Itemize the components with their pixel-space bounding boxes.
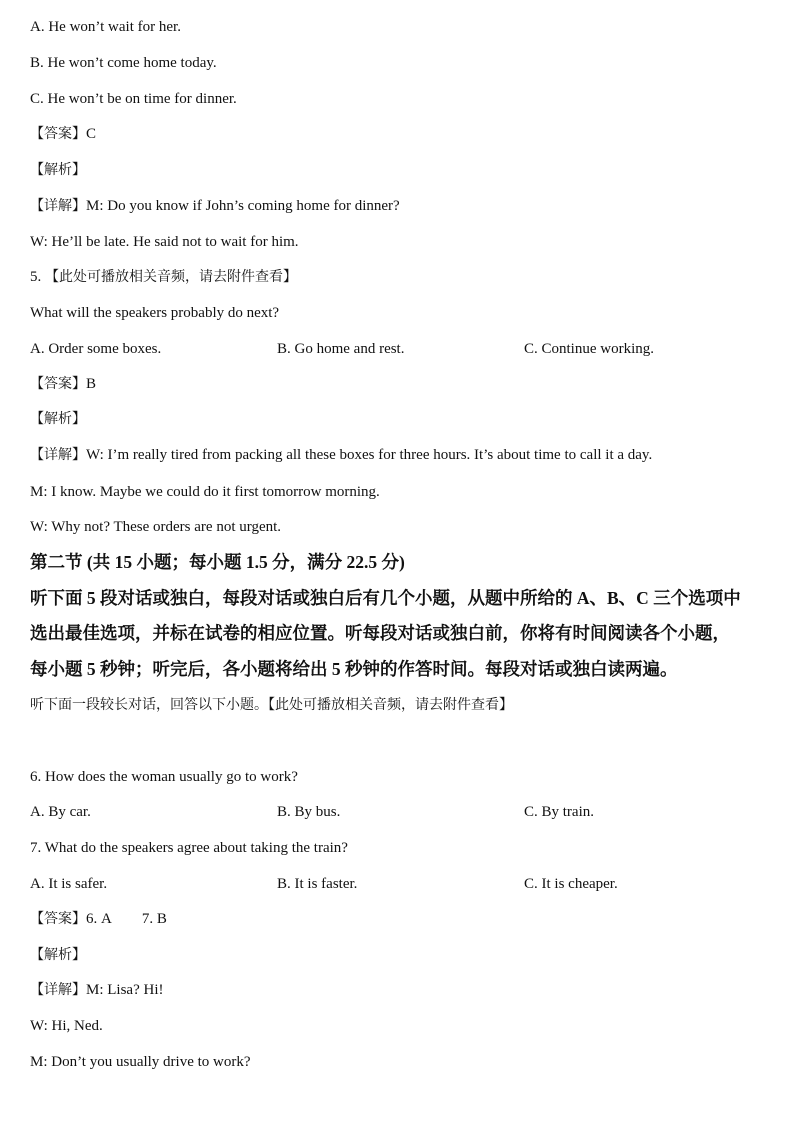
q4-option-b: B. He won’t come home today. — [30, 55, 217, 71]
q4-detail-line-2: W: He’ll be late. He said not to wait for him. — [30, 234, 299, 250]
q67-detail-line — [30, 980, 163, 1000]
q4-detail-line — [30, 196, 400, 216]
q5-question: What will the speakers probably do next? — [30, 305, 280, 321]
q7-option-a: A. It is safer. — [30, 876, 108, 892]
section-instruction-1: 听下面 5 段对话或独白，每段对话或独白后有几个小题，从题中所给的 A、B、C 三个选项中 — [30, 588, 741, 608]
answer-6: 6. A — [86, 911, 112, 927]
q5-answer — [30, 374, 96, 394]
q6-option-c: C. By train. — [524, 804, 594, 820]
answer-label: 【答案】 — [30, 376, 86, 392]
detail-label: 【详解】 — [30, 982, 86, 998]
q5-detail-line-2: M: I know. Maybe we could do it first tomorrow morning. — [30, 484, 380, 500]
q5-option-c: C. Continue working. — [524, 341, 654, 357]
q7-option-b: B. It is faster. — [277, 876, 358, 892]
detail-text: W: I’m really tired from packing all these boxes for three hours. It’s about time to call it a day. — [86, 447, 653, 463]
q5-detail-line — [30, 445, 652, 465]
q6-option-a: A. By car. — [30, 804, 91, 820]
q67-answer — [30, 909, 167, 929]
q7-question: 7. What do the speakers agree about taking the train? — [30, 840, 348, 856]
q5-detail-line-3: W: Why not? These orders are not urgent. — [30, 519, 282, 535]
answer-value: C — [86, 126, 97, 142]
detail-text: M: Lisa? Hi! — [86, 982, 164, 998]
audio-note: 【此处可播放相关音频，请去附件查看】 — [45, 269, 297, 285]
q5-number: 5. — [30, 269, 45, 285]
q5-option-a: A. Order some boxes. — [30, 341, 162, 357]
answer-label: 【答案】 — [30, 126, 86, 142]
section-instruction-2: 选出最佳选项，并标在试卷的相应位置。听每段对话或独白前，你将有时间阅读各个小题， — [30, 623, 730, 643]
detail-text: M: Do you know if John’s coming home for dinner? — [86, 198, 400, 214]
q4-answer — [30, 124, 96, 144]
section-instruction-3: 每小题 5 秒钟；听完后，各小题将给出 5 秒钟的作答时间。每段对话或独白读两遍。 — [30, 659, 678, 679]
answer-label: 【答案】 — [30, 911, 86, 927]
q6-question: 6. How does the woman usually go to work? — [30, 769, 298, 785]
q5-analysis-label: 【解析】 — [30, 411, 86, 427]
q4-option-a: A. He won’t wait for her. — [30, 19, 181, 35]
q67-detail-line-2: W: Hi, Ned. — [30, 1018, 103, 1034]
q5-option-b: B. Go home and rest. — [277, 341, 405, 357]
q6-option-b: B. By bus. — [277, 804, 341, 820]
q4-option-c: C. He won’t be on time for dinner. — [30, 91, 237, 107]
q7-option-c: C. It is cheaper. — [524, 876, 618, 892]
answer-value: B — [86, 376, 97, 392]
q5-header — [30, 267, 297, 287]
listen-note: 听下面一段较长对话，回答以下小题。【此处可播放相关音频，请去附件查看】 — [30, 697, 513, 713]
detail-label: 【详解】 — [30, 447, 86, 463]
q4-analysis-label: 【解析】 — [30, 162, 86, 178]
section-title: 第二节 (共 15 小题；每小题 1.5 分，满分 22.5 分) — [30, 552, 405, 572]
q67-analysis-label: 【解析】 — [30, 947, 86, 963]
detail-label: 【详解】 — [30, 198, 86, 214]
answer-7: 7. B — [141, 911, 167, 927]
q67-detail-line-3: M: Don’t you usually drive to work? — [30, 1054, 251, 1070]
